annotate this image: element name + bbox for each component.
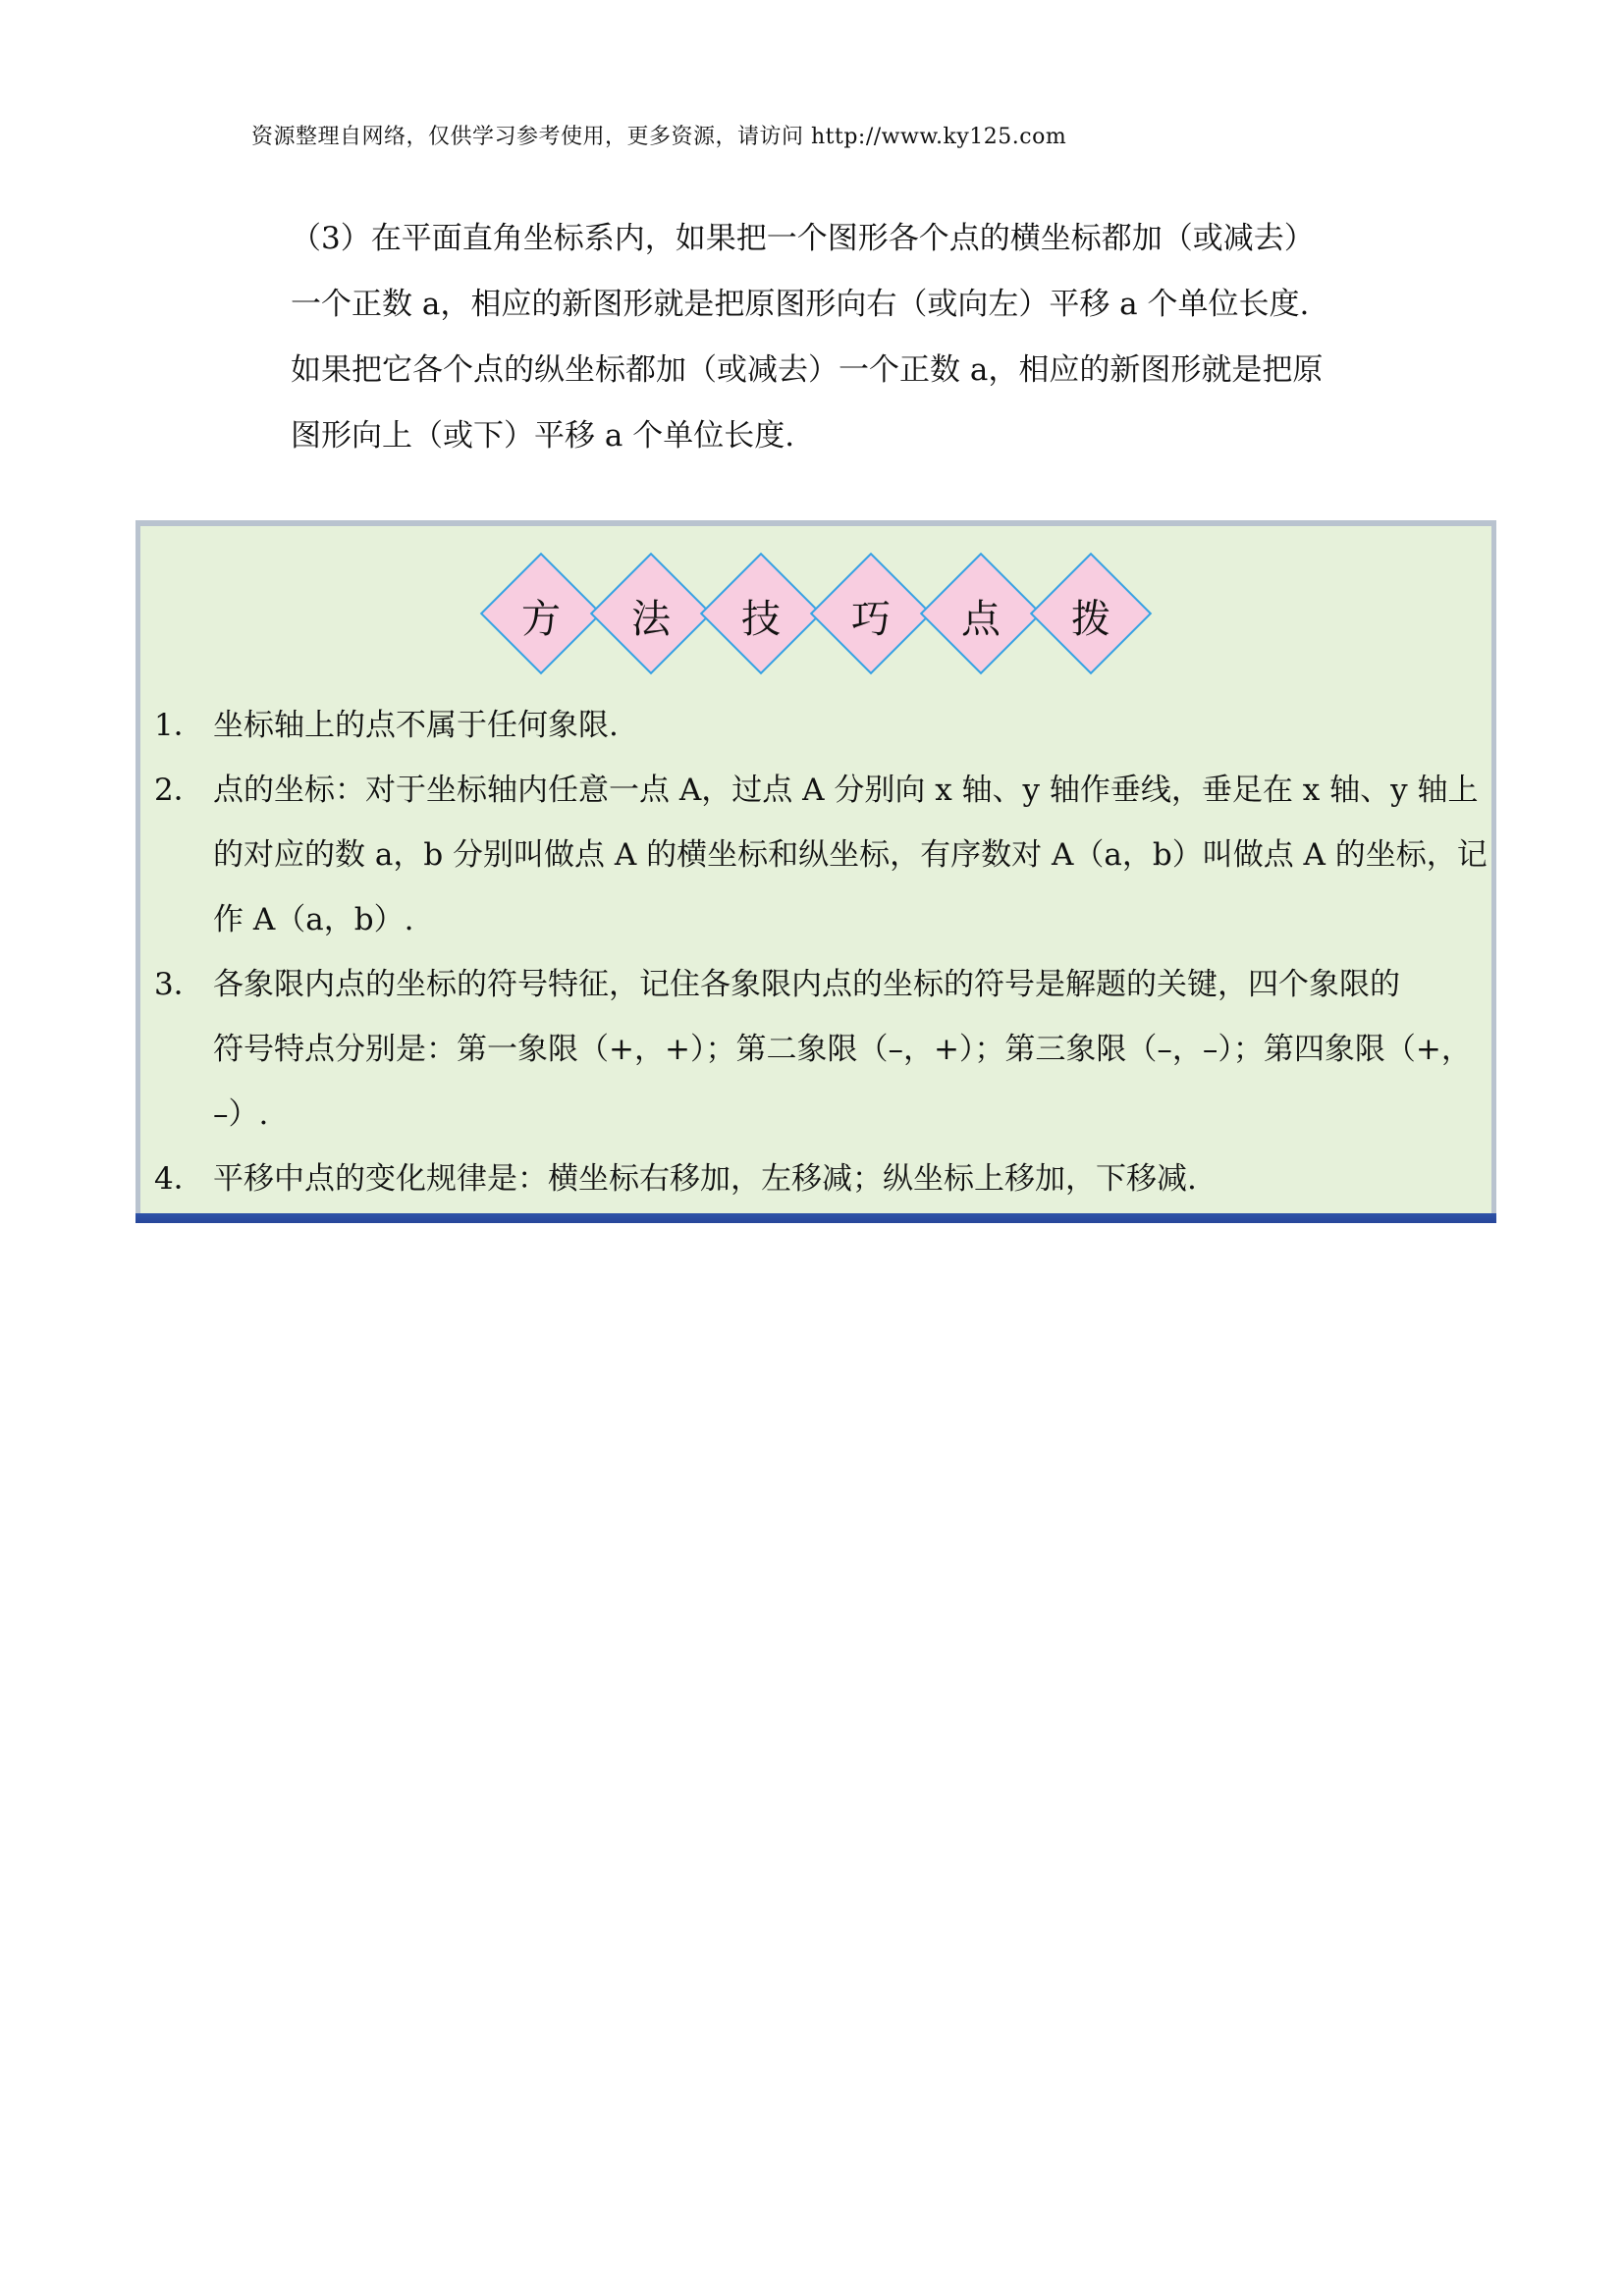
intro-line: （3）在平面直角坐标系内，如果把一个图形各个点的横坐标都加（或减去）	[291, 221, 1315, 256]
title-char: 技	[741, 597, 781, 642]
list-item	[154, 1147, 1496, 1211]
list-item	[154, 758, 1496, 952]
intro-line: 图形向上（或下）平移 a 个单位长度.	[291, 418, 795, 454]
method-tips-box	[135, 520, 1496, 1213]
title-char: 拨	[1071, 597, 1110, 642]
title-diamond	[486, 551, 596, 678]
item-number: 3．	[154, 967, 204, 1002]
title-diamond	[1036, 551, 1146, 678]
item-text: 坐标轴上的点不属于任何象限.	[213, 708, 619, 743]
title-diamond	[926, 551, 1036, 678]
item-text: 的对应的数 a，b 分别叫做点 A 的横坐标和纵坐标，有序数对 A（a，b）叫做点 A 的坐标，记	[213, 837, 1488, 873]
title-char: 法	[631, 597, 671, 642]
section-title	[140, 551, 1491, 678]
item-text: 平移中点的变化规律是：横坐标右移加，左移减；纵坐标上移加，下移减.	[213, 1161, 1197, 1197]
item-text: 作 A（a，b）.	[213, 902, 414, 937]
item-text: 符号特点分别是：第一象限（+，+）；第二象限（–，+）；第三象限（–，–）；第四象限（+，	[213, 1032, 1472, 1067]
title-char: 点	[961, 597, 1001, 642]
title-diamond	[816, 551, 926, 678]
title-char: 方	[521, 597, 561, 642]
intro-paragraph	[291, 206, 1410, 469]
item-text: 各象限内点的坐标的符号特征，记住各象限内点的坐标的符号是解题的关键，四个象限的	[213, 967, 1400, 1002]
intro-line: 一个正数 a，相应的新图形就是把原图形向右（或向左）平移 a 个单位长度.	[291, 287, 1310, 322]
item-number: 4．	[154, 1161, 204, 1197]
item-number: 2．	[154, 773, 204, 808]
title-diamond	[596, 551, 706, 678]
list-item	[154, 952, 1496, 1147]
source-header: 资源整理自网络，仅供学习参考使用，更多资源，请访问 http://www.ky125.com	[251, 125, 1067, 149]
list-item	[154, 693, 1496, 758]
title-char: 巧	[851, 597, 891, 642]
item-number: 1．	[154, 708, 204, 743]
title-diamond	[706, 551, 816, 678]
box-bottom-bar	[135, 1213, 1496, 1223]
item-text: –）.	[213, 1096, 269, 1132]
tips-list	[154, 693, 1496, 1211]
item-text: 点的坐标：对于坐标轴内任意一点 A，过点 A 分别向 x 轴、y 轴作垂线，垂足在 x 轴、y 轴上	[213, 773, 1479, 808]
intro-line: 如果把它各个点的纵坐标都加（或减去）一个正数 a，相应的新图形就是把原	[291, 352, 1324, 388]
